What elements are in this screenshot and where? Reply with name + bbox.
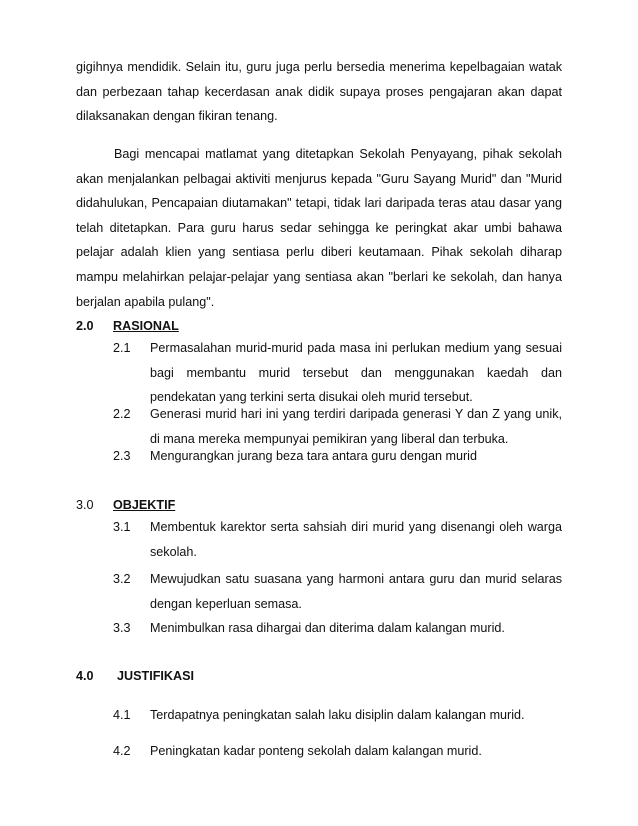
section-title: JUSTIFIKASI xyxy=(117,669,194,683)
item-number: 4.1 xyxy=(113,708,131,722)
section-title: OBJEKTIF xyxy=(113,498,176,512)
item-number: 3.1 xyxy=(113,520,131,534)
item-number: 3.3 xyxy=(113,621,131,635)
item-text: Generasi murid hari ini yang terdiri daripada generasi Y dan Z yang unik, di mana mereka mempunyai pemikiran yang liberal dan terbuka. xyxy=(150,407,562,446)
item-text: Peningkatan kadar ponteng sekolah dalam kalangan murid. xyxy=(150,744,482,758)
intro-paragraph-2: Bagi mencapai matlamat yang ditetapkan Sekolah Penyayang, pihak sekolah akan menjalankan pelbagai aktiviti menjurus kepada "Guru Sayang Murid" dan "Murid didahulukan, Pencapaian diutamakan" tetapi, tidak lari daripada teras atau dasar yang telah ditetapkan. Para guru harus sedar sehingga ke peringkat akar umbi bahawa pelajar adalah klien yang sentiasa perlu diberi keutamaan. Pihak sekolah diharap mampu melahirkan pelajar-pelajar yang sentiasa akan "berlari ke sekolah, dan hanya berjalan apabila pulang". xyxy=(76,147,562,309)
item-number: 2.2 xyxy=(113,407,131,421)
item-number: 3.2 xyxy=(113,572,131,586)
section-number: 4.0 xyxy=(76,669,94,683)
section-number: 2.0 xyxy=(76,319,94,333)
item-text: Menimbulkan rasa dihargai dan diterima dalam kalangan murid. xyxy=(150,621,505,635)
intro-paragraph-1: gigihnya mendidik. Selain itu, guru juga perlu bersedia menerima kepelbagaian watak dan perbezaan tahap kecerdasan anak didik supaya proses pengajaran akan dapat dilaksanakan dengan fikiran tenang. xyxy=(76,60,562,124)
section-number: 3.0 xyxy=(76,498,94,512)
item-text: Membentuk karektor serta sahsiah diri murid yang disenangi oleh warga sekolah. xyxy=(150,520,562,559)
item-number: 2.1 xyxy=(113,341,131,355)
item-number: 4.2 xyxy=(113,744,131,758)
section-title: RASIONAL xyxy=(113,319,179,333)
item-text: Mewujudkan satu suasana yang harmoni antara guru dan murid selaras dengan keperluan semasa. xyxy=(150,572,562,611)
item-text: Terdapatnya peningkatan salah laku disiplin dalam kalangan murid. xyxy=(150,708,525,722)
item-text: Mengurangkan jurang beza tara antara guru dengan murid xyxy=(150,449,477,463)
item-text: Permasalahan murid-murid pada masa ini perlukan medium yang sesuai bagi membantu murid tersebut dan menggunakan kaedah dan pendekatan yang terkini serta disukai oleh murid tersebut. xyxy=(150,341,562,405)
item-number: 2.3 xyxy=(113,449,131,463)
